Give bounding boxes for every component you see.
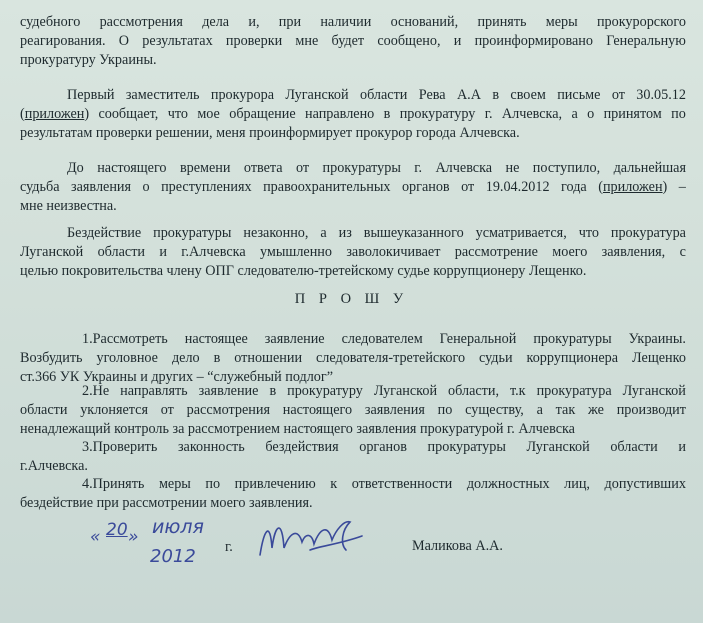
word: Украины. bbox=[628, 331, 686, 347]
word: г. bbox=[484, 106, 493, 122]
text-line bbox=[82, 475, 686, 493]
word: Рева bbox=[418, 87, 446, 103]
word: прокурорского bbox=[596, 14, 686, 30]
word: Луганской bbox=[622, 383, 686, 399]
word: моего bbox=[552, 244, 588, 260]
text-line bbox=[67, 159, 686, 177]
word: меры bbox=[158, 476, 191, 492]
word: Возбудить bbox=[20, 350, 83, 366]
word: времени bbox=[179, 160, 231, 176]
word: 4.Принять bbox=[82, 476, 145, 492]
word: от bbox=[461, 179, 475, 195]
word: судьба bbox=[20, 179, 60, 195]
text-line bbox=[20, 243, 686, 261]
word: О bbox=[118, 33, 130, 49]
word: Луганской bbox=[20, 244, 84, 260]
text-line bbox=[20, 420, 575, 438]
line-text: целью покровительства члену ОПГ следователю-третейскому судье коррупционеру Лещенко. bbox=[20, 263, 587, 279]
word: ответственности bbox=[351, 476, 453, 492]
word: Алчевска bbox=[435, 160, 493, 176]
word: заявления bbox=[364, 402, 425, 418]
word: что bbox=[167, 106, 188, 122]
word: А.А bbox=[456, 87, 481, 103]
word: заявления bbox=[71, 179, 132, 195]
word: законность bbox=[177, 439, 245, 455]
word: в bbox=[492, 87, 500, 103]
text-line bbox=[20, 197, 117, 215]
line-text: прокуратуру Украины. bbox=[20, 52, 157, 68]
word: от bbox=[160, 402, 174, 418]
line-text: мне неизвестна. bbox=[20, 198, 117, 214]
word: настоящего bbox=[97, 160, 167, 176]
word: из bbox=[338, 225, 352, 241]
word: и, bbox=[248, 14, 260, 30]
text-line bbox=[67, 86, 686, 104]
word: мое bbox=[197, 106, 220, 122]
word: (приложен) bbox=[598, 179, 668, 195]
word: вышеуказанного bbox=[363, 225, 464, 241]
word: сообщено, bbox=[377, 33, 441, 49]
date-close-quote: » bbox=[128, 527, 139, 547]
word: судебного bbox=[20, 14, 81, 30]
word: заместитель bbox=[125, 87, 200, 103]
word: прокуратуры bbox=[153, 225, 232, 241]
word: рассмотрения bbox=[186, 402, 270, 418]
word: области bbox=[20, 402, 68, 418]
word: от bbox=[296, 160, 310, 176]
word: что bbox=[578, 225, 599, 241]
word: от bbox=[611, 87, 625, 103]
text-line bbox=[20, 13, 686, 31]
word: прокуратура bbox=[610, 225, 686, 241]
word: о bbox=[587, 106, 595, 122]
word: дела bbox=[202, 14, 230, 30]
word: До bbox=[67, 160, 84, 176]
text-line bbox=[20, 457, 88, 475]
word: (приложен) bbox=[20, 106, 90, 122]
word: проинформировано bbox=[474, 33, 593, 49]
word: прокуратуры bbox=[533, 331, 612, 347]
word: органов bbox=[359, 439, 407, 455]
word: по bbox=[437, 402, 453, 418]
word: с bbox=[679, 244, 686, 260]
date-year: 2012 bbox=[150, 546, 196, 567]
word: наличии bbox=[320, 14, 372, 30]
word: по bbox=[671, 106, 686, 122]
date-open-quote: « bbox=[90, 527, 101, 547]
word: 2.Не bbox=[82, 383, 110, 399]
word: судьи bbox=[479, 350, 513, 366]
word: производит bbox=[616, 402, 686, 418]
word: Первый bbox=[67, 87, 115, 103]
word: дело bbox=[171, 350, 200, 366]
word: 1.Рассмотреть bbox=[82, 331, 168, 347]
word: преступлениях bbox=[161, 179, 252, 195]
handwritten-signature bbox=[250, 510, 370, 570]
word: дальнейшая bbox=[613, 160, 686, 176]
word: органов bbox=[401, 179, 450, 195]
word: в bbox=[383, 106, 391, 122]
word: а bbox=[320, 225, 327, 241]
line-text: бездействие при рассмотрении моего заявления. bbox=[20, 495, 313, 511]
word: привлечению bbox=[234, 476, 316, 492]
word: и bbox=[453, 33, 462, 49]
word: следователем bbox=[341, 331, 423, 347]
word: допустивших bbox=[604, 476, 686, 492]
word: а bbox=[536, 402, 543, 418]
word: Генеральную bbox=[606, 33, 686, 49]
word: Бездействие bbox=[67, 225, 142, 241]
word: должностных bbox=[466, 476, 550, 492]
word: г. bbox=[414, 160, 423, 176]
word: при bbox=[278, 14, 302, 30]
word: оснований, bbox=[390, 14, 459, 30]
word: коррупционера bbox=[526, 350, 619, 366]
text-line bbox=[67, 224, 686, 242]
word: усматривается, bbox=[475, 225, 567, 241]
word: заявление bbox=[198, 383, 259, 399]
word: поступило, bbox=[532, 160, 601, 176]
word: области bbox=[610, 439, 658, 455]
word: принятом bbox=[603, 106, 662, 122]
text-line bbox=[20, 262, 586, 280]
word: правоохранительных bbox=[263, 179, 391, 195]
date-suffix: г. bbox=[225, 539, 233, 555]
word: области bbox=[97, 244, 145, 260]
line-text: г.Алчевска. bbox=[20, 458, 88, 474]
word: умышленно bbox=[260, 244, 332, 260]
request-heading: П Р О Ш У bbox=[294, 291, 409, 307]
text-line bbox=[82, 438, 686, 456]
text-line bbox=[20, 32, 686, 50]
text-line bbox=[20, 178, 686, 196]
word: к bbox=[330, 476, 338, 492]
word: уклоняется bbox=[80, 402, 148, 418]
word: прокуратуры bbox=[322, 160, 401, 176]
word: же bbox=[588, 402, 604, 418]
word: Луганской bbox=[285, 87, 349, 103]
word: – bbox=[678, 179, 686, 195]
word: 30.05.12 bbox=[636, 87, 686, 103]
word: рассмотрения bbox=[99, 14, 183, 30]
word: о bbox=[142, 179, 150, 195]
word: результатах bbox=[142, 33, 213, 49]
word: письме bbox=[557, 87, 601, 103]
word: заявление bbox=[264, 331, 325, 347]
word: сообщает, bbox=[98, 106, 159, 122]
word: настоящее bbox=[184, 331, 248, 347]
word: прокурора bbox=[210, 87, 275, 103]
word: незаконно, bbox=[243, 225, 309, 241]
word: заявления, bbox=[601, 244, 666, 260]
word: уголовное bbox=[96, 350, 158, 366]
word: ответа bbox=[243, 160, 283, 176]
word: так bbox=[555, 402, 576, 418]
word: прокуратуры bbox=[427, 439, 506, 455]
word: в bbox=[213, 350, 221, 366]
word: области, bbox=[448, 383, 500, 399]
text-line bbox=[20, 105, 686, 123]
word: рассмотрение bbox=[454, 244, 538, 260]
word: обращение bbox=[229, 106, 296, 122]
line-text: ст.366 УК Украины и других – “служебный подлог” bbox=[20, 369, 334, 385]
word: будет bbox=[331, 33, 365, 49]
word: не bbox=[505, 160, 520, 176]
word: настоящего bbox=[282, 402, 353, 418]
text-line bbox=[20, 401, 686, 419]
word: 3.Проверить bbox=[82, 439, 158, 455]
word: 19.04.2012 bbox=[485, 179, 550, 195]
word: бездействия bbox=[265, 439, 339, 455]
attachment-reference: приложен bbox=[602, 179, 663, 195]
date-month: июля bbox=[152, 516, 204, 538]
line-text: результатам проверки решении, меня проинформирует прокурор города Алчевска. bbox=[20, 125, 520, 141]
word: Алчевска, bbox=[501, 106, 563, 122]
word: существу, bbox=[465, 402, 524, 418]
word: направлено bbox=[305, 106, 375, 122]
word: прокуратуру bbox=[399, 106, 476, 122]
word: и bbox=[678, 439, 686, 455]
word: и bbox=[159, 244, 167, 260]
text-line bbox=[20, 124, 520, 142]
text-line bbox=[20, 51, 157, 69]
word: года bbox=[561, 179, 587, 195]
signature-block bbox=[90, 510, 610, 580]
text-line bbox=[82, 382, 686, 400]
word: прокуратуру bbox=[287, 383, 363, 399]
attachment-reference: приложен bbox=[24, 106, 85, 122]
word: меры bbox=[545, 14, 578, 30]
word: мне bbox=[295, 33, 319, 49]
word: лиц, bbox=[564, 476, 590, 492]
text-line bbox=[20, 349, 686, 367]
word: Луганской bbox=[526, 439, 590, 455]
word: прокуратура bbox=[536, 383, 612, 399]
word: т.к bbox=[510, 383, 526, 399]
word: заволокичивает bbox=[346, 244, 441, 260]
text-line bbox=[82, 330, 686, 348]
word: области bbox=[359, 87, 408, 103]
line-text: ненадлежащий контроль за рассмотрением настоящего заявления прокуратурой г. Алчевска bbox=[20, 421, 575, 437]
word: отношении bbox=[234, 350, 303, 366]
word: Лещенко bbox=[632, 350, 686, 366]
word: реагирования. bbox=[20, 33, 106, 49]
word: направлять bbox=[120, 383, 188, 399]
date-day: 20 bbox=[106, 520, 128, 540]
word: г.Алчевска bbox=[181, 244, 246, 260]
word: следователя-третейского bbox=[316, 350, 466, 366]
word: в bbox=[269, 383, 277, 399]
signer-name: Маликова А.А. bbox=[412, 538, 503, 554]
word: принять bbox=[477, 14, 527, 30]
word: по bbox=[205, 476, 221, 492]
word: Луганской bbox=[373, 383, 438, 399]
word: Генеральной bbox=[439, 331, 517, 347]
word: своем bbox=[510, 87, 546, 103]
word: а bbox=[571, 106, 578, 122]
word: проверки bbox=[225, 33, 283, 49]
